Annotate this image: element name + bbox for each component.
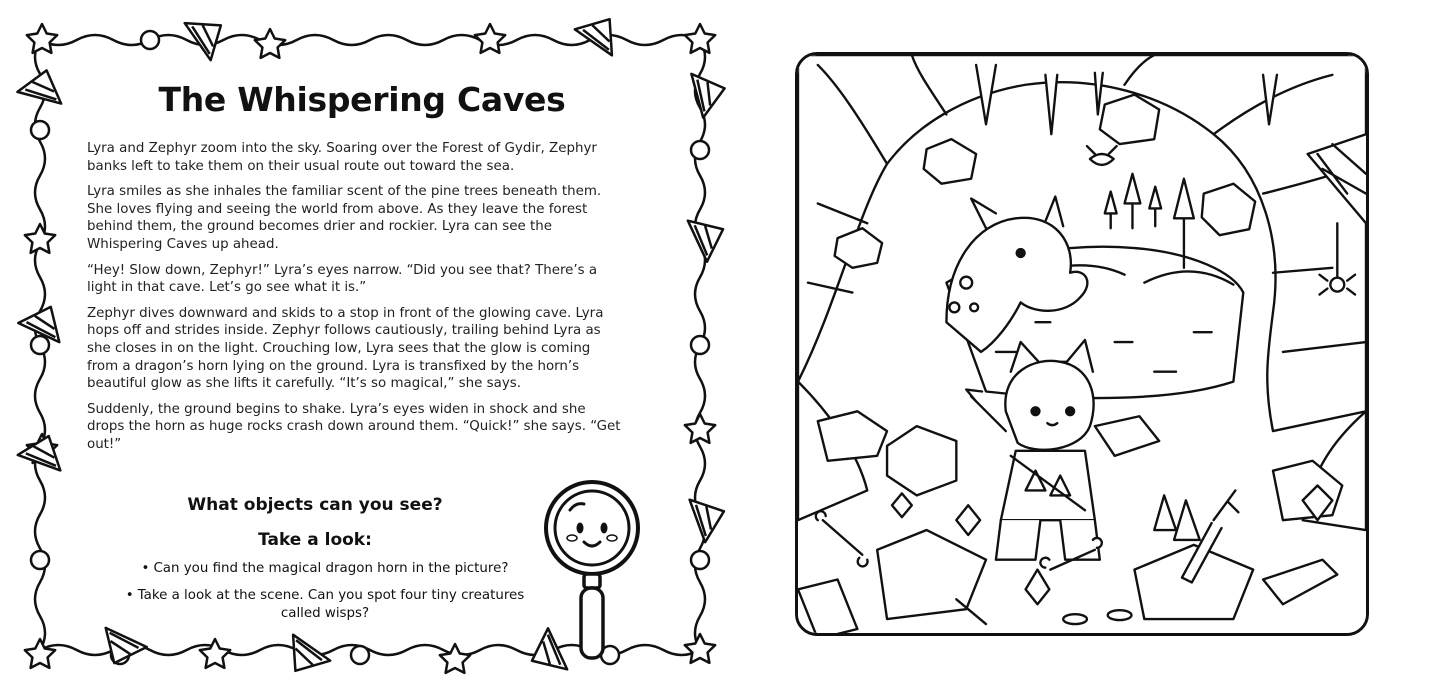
star-icon xyxy=(25,639,55,668)
scale-icon xyxy=(675,70,724,119)
scale-shape xyxy=(677,217,723,263)
story-paragraph: Lyra and Zephyr zoom into the sky. Soaring over the Forest of Gydir, Zephyr banks left to take them on their usual route out toward the sea. xyxy=(87,141,597,174)
activity-list xyxy=(120,560,530,632)
scale-shape xyxy=(15,70,64,119)
activity-item xyxy=(120,587,530,623)
scale-icon xyxy=(16,436,64,484)
bead-icon xyxy=(691,336,709,354)
activity-question: What objects can you see? xyxy=(187,495,443,515)
cave-scene xyxy=(798,55,1366,633)
scale-shape xyxy=(675,70,724,119)
bead-icon xyxy=(141,31,159,49)
scale-shape xyxy=(574,19,616,61)
star-icon xyxy=(685,24,715,53)
bead-icon xyxy=(31,336,49,354)
scale-shape xyxy=(676,496,724,544)
scale-icon xyxy=(574,19,616,61)
activity-heading: Take a look: xyxy=(258,530,372,550)
bead-icon xyxy=(31,121,49,139)
activity-item-text: Can you find the magical dragon horn in the picture? xyxy=(153,561,509,576)
story-paragraph: Zephyr dives downward and skids to a stop in front of the glowing cave. Lyra hops off and strides inside. Zephyr follows cautiously, trailing behind Lyra as she closes in on the light. Crouching low, Lyra sees that the glow is coming from a dragon’s horn lying on the ground. Lyra is transfixed by the horn’s beautiful glow as she lifts it carefully. “It’s so magical,” she says. xyxy=(87,305,604,392)
bead-icon xyxy=(351,646,369,664)
page-title: The Whispering Caves xyxy=(158,80,566,119)
star-icon xyxy=(475,24,505,53)
scale-icon xyxy=(676,496,724,544)
star-icon xyxy=(255,29,285,58)
star-icon xyxy=(27,24,57,53)
story-paragraph: Suddenly, the ground begins to shake. Lyra’s eyes widen in shock and she drops the horn as huge rocks crash down around them. “Quick!” she says. “Get out!” xyxy=(87,401,621,452)
star-icon xyxy=(440,644,470,673)
bullet-icon: • xyxy=(141,561,150,576)
star-icon xyxy=(685,414,715,443)
activity-item-text: Take a look at the scene. Can you spot four tiny creatures called wisps? xyxy=(137,588,525,621)
bead-icon xyxy=(691,141,709,159)
scale-icon xyxy=(677,217,723,263)
coloring-picture xyxy=(795,52,1369,636)
activity-item xyxy=(120,560,530,578)
story-paragraph: Lyra smiles as she inhales the familiar scent of the pine trees beneath them. She loves flying and seeing the world from above. As they leave the forest behind them, the ground becomes drier and rockier. Lyra can see the Whispering Caves up ahead. xyxy=(87,184,602,252)
magnifying-glass-mascot-icon xyxy=(540,476,650,666)
scale-shape xyxy=(16,436,64,484)
star-icon xyxy=(685,634,715,663)
bead-icon xyxy=(31,551,49,569)
bead-icon xyxy=(691,551,709,569)
bullet-icon: • xyxy=(125,588,134,603)
star-icon xyxy=(25,224,55,253)
star-icon xyxy=(200,639,230,668)
scale-icon xyxy=(289,629,331,671)
scale-shape xyxy=(289,629,331,671)
scale-icon xyxy=(15,70,64,119)
story-paragraph: “Hey! Slow down, Zephyr!” Lyra’s eyes narrow. “Did you see that? There’s a light in that cave. Let’s go see what it is.” xyxy=(87,262,598,296)
story-text xyxy=(87,140,622,462)
